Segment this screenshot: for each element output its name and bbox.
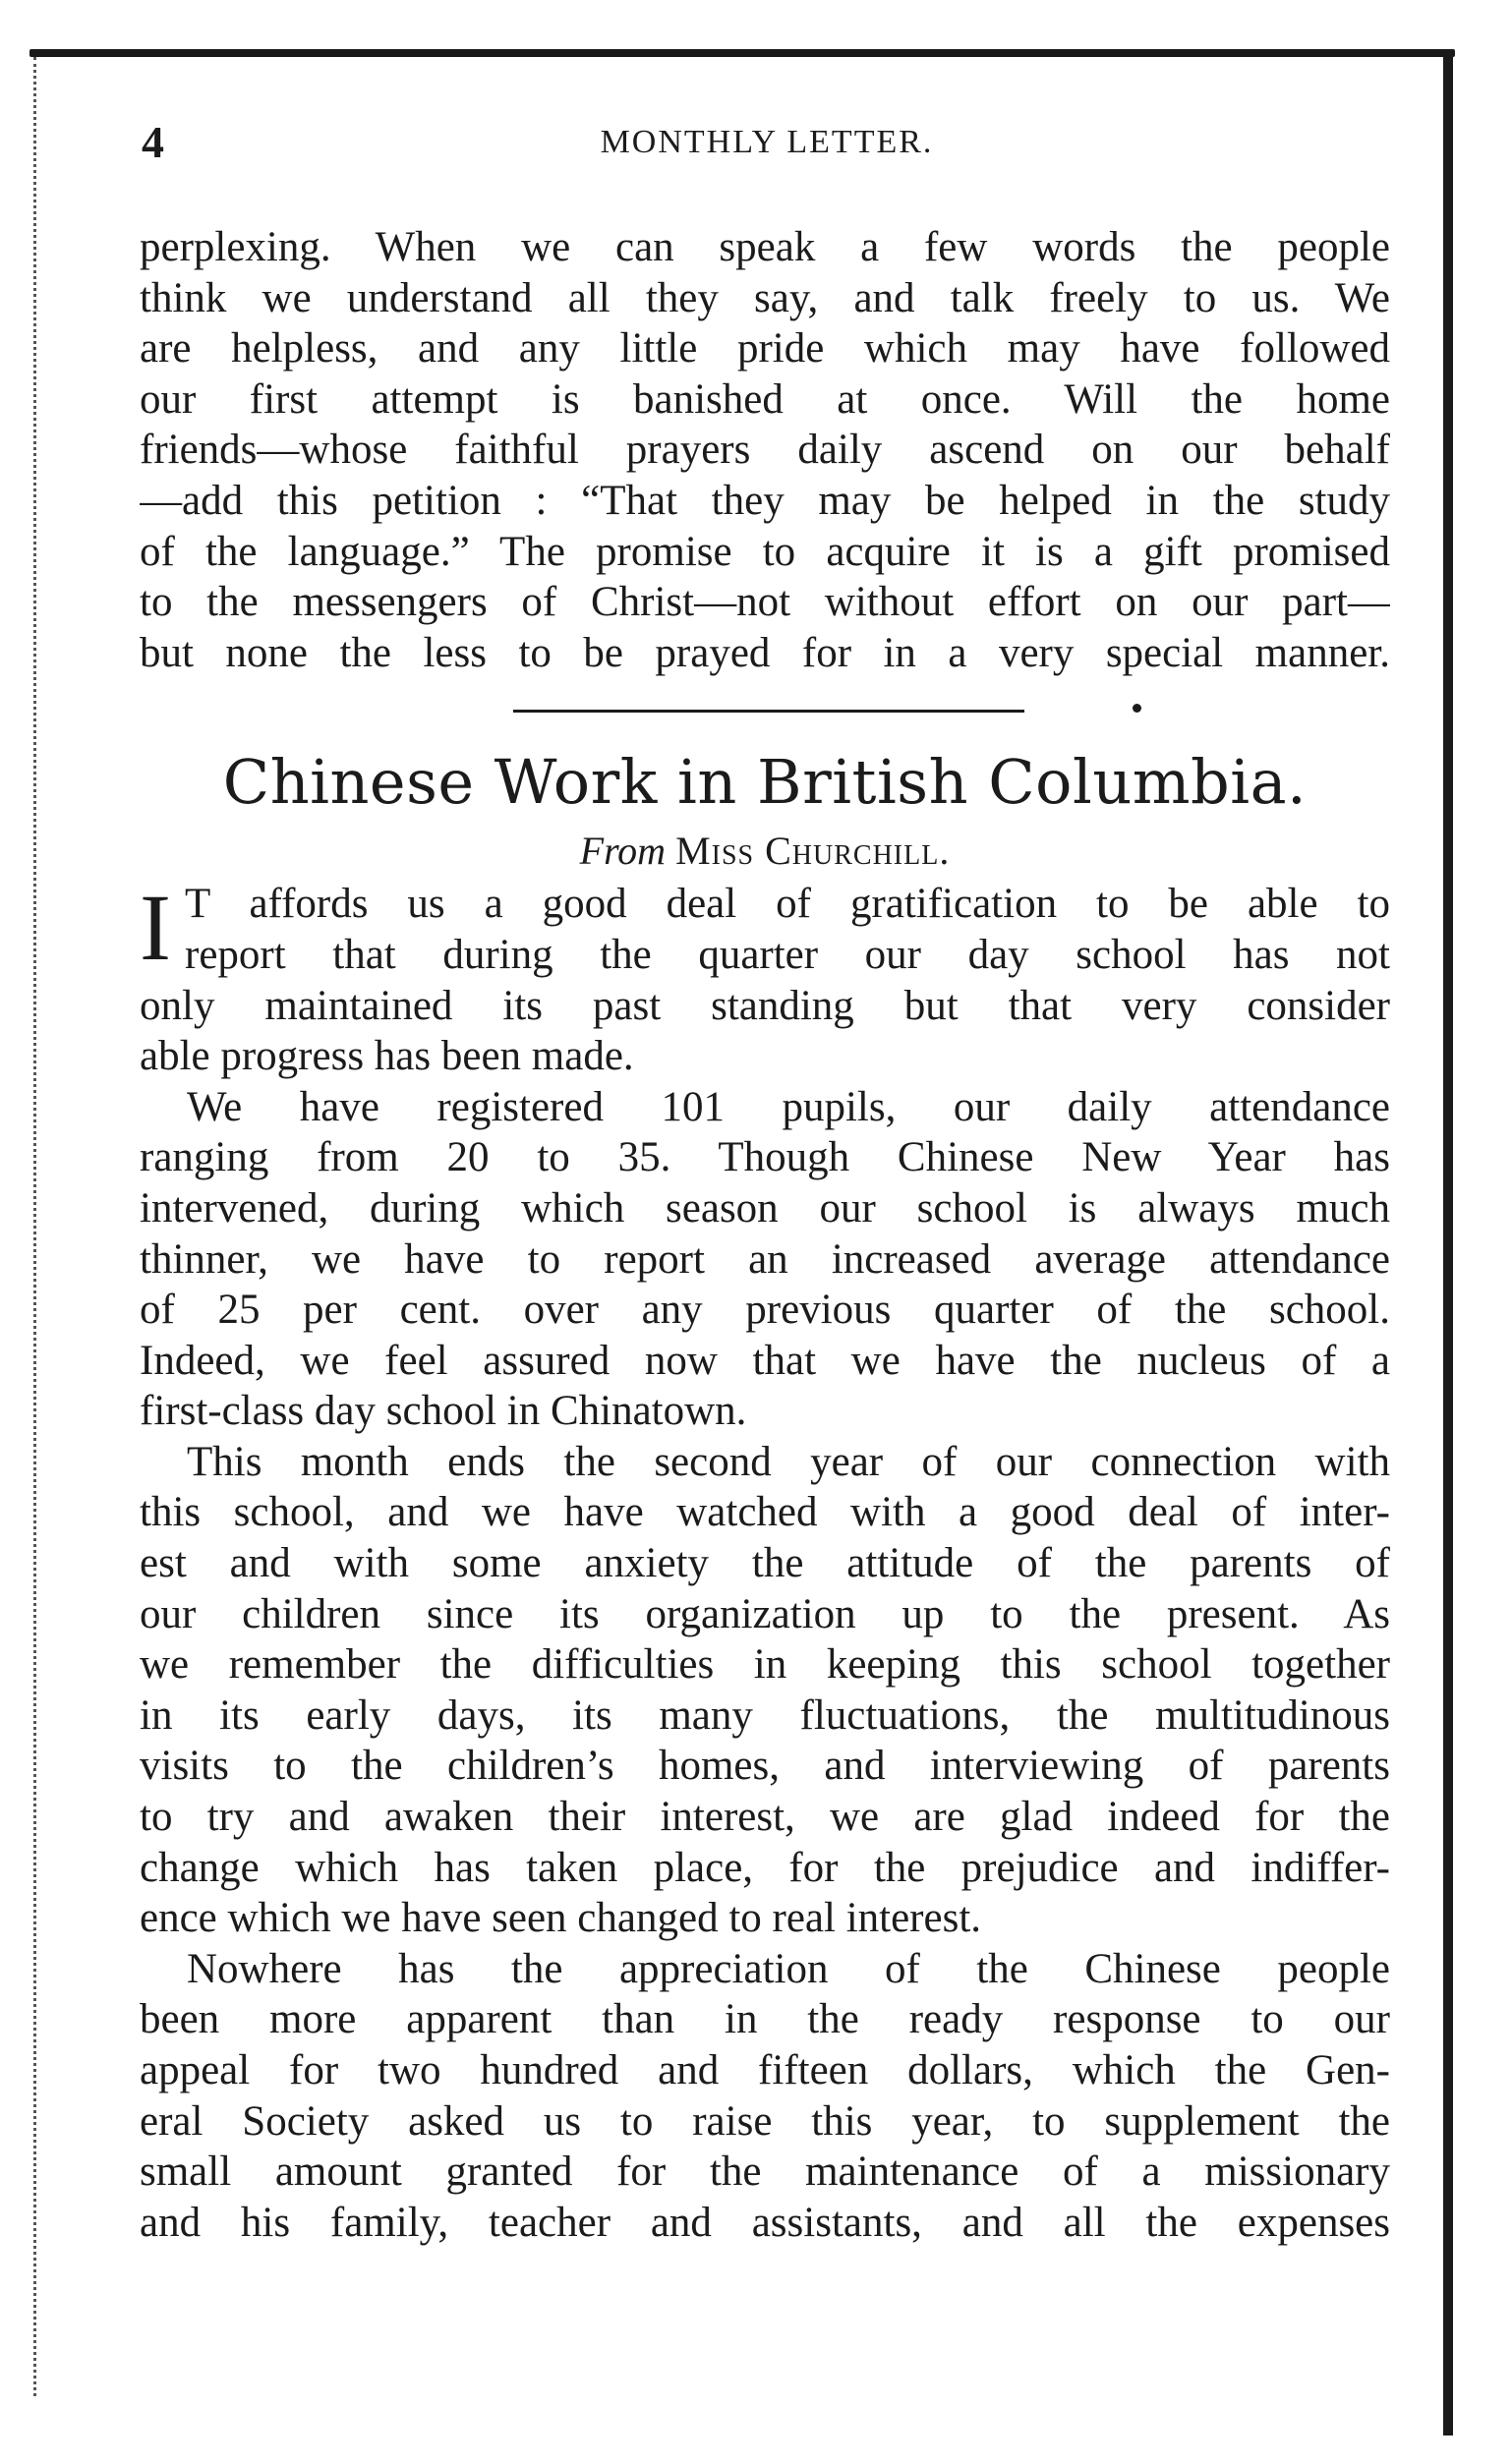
text-line: visits to the children’s homes, and interviewing of parents bbox=[140, 1743, 1390, 1790]
text-line: thinner, we have to report an increased average attendance bbox=[140, 1235, 1390, 1283]
text-line: in its early days, its many fluctuations, the multitudinous bbox=[140, 1691, 1390, 1739]
text-line: are helpless, and any little pride which may have followed bbox=[140, 325, 1390, 372]
text-line: this school, and we have watched with a good deal of inter- bbox=[140, 1489, 1390, 1536]
drop-cap: I bbox=[140, 875, 171, 981]
left-border-rule bbox=[33, 57, 36, 2396]
text-line: first-class day school in Chinatown. bbox=[140, 1388, 747, 1435]
text-line: of 25 per cent. over any previous quarter of the school. bbox=[140, 1287, 1390, 1334]
text-column bbox=[140, 222, 1390, 2248]
text-line: Nowhere has the appreciation of the Chinese people bbox=[187, 1945, 1390, 1992]
text-line: T affords us a good deal of gratification to be able to bbox=[185, 881, 1390, 928]
article-byline bbox=[140, 824, 1390, 879]
text-line: We have registered 101 pupils, our daily attendance bbox=[187, 1083, 1390, 1130]
text-line: able progress has been made. bbox=[140, 1033, 634, 1080]
paragraph-4 bbox=[140, 1944, 1390, 2249]
paragraph-3 bbox=[140, 1437, 1390, 1944]
text-line: we remember the difficulties in keeping this school together bbox=[140, 1641, 1390, 1689]
paragraph-1 bbox=[140, 875, 1390, 1081]
text-line: ranging from 20 to 35. Though Chinese New Year has bbox=[140, 1134, 1390, 1181]
text-line: small amount granted for the maintenance of a missionary bbox=[140, 2149, 1390, 2196]
text-line: perplexing. When we can speak a few words the people bbox=[140, 224, 1390, 270]
text-line: and his family, teacher and assistants, and all the expenses bbox=[140, 2199, 1390, 2246]
text-line: friends—whose faithful prayers daily ascend on our behalf bbox=[140, 427, 1390, 474]
section-divider bbox=[140, 678, 1390, 741]
text-line: only maintained its past standing but that very consider bbox=[140, 982, 1390, 1029]
text-line: our children since its organization up to the present. As bbox=[140, 1590, 1390, 1637]
page-header bbox=[138, 116, 1396, 175]
text-line: eral Society asked us to raise this year, to supplement the bbox=[140, 2097, 1390, 2145]
text-line: been more apparent than in the ready response to our bbox=[140, 1996, 1390, 2043]
text-line: of the language.” The promise to acquire it is a gift promised bbox=[140, 528, 1390, 575]
byline-author: Miss Churchill. bbox=[675, 829, 951, 874]
top-border-rule bbox=[29, 49, 1455, 57]
running-head: MONTHLY LETTER. bbox=[600, 124, 934, 160]
text-line: This month ends the second year of our connection with bbox=[187, 1438, 1390, 1485]
article-title: Chinese Work in British Columbia. bbox=[222, 746, 1308, 819]
text-line: to try and awaken their interest, we are glad indeed for the bbox=[140, 1794, 1390, 1841]
divider-dot bbox=[1133, 704, 1141, 713]
text-line: intervened, during which season our school is always much bbox=[140, 1184, 1390, 1232]
text-line: our first attempt is banished at once. Will the home bbox=[140, 375, 1390, 423]
text-line: Indeed, we feel assured now that we have the nucleus of a bbox=[140, 1337, 1390, 1384]
intro-paragraph bbox=[140, 222, 1390, 678]
text-line: to the messengers of Christ—not without effort on our part— bbox=[140, 579, 1390, 626]
text-line: report that during the quarter our day school has not bbox=[185, 931, 1390, 978]
text-line: but none the less to be prayed for in a very special manner. bbox=[140, 629, 1390, 676]
text-line: appeal for two hundred and fifteen dollars, which the Gen- bbox=[140, 2047, 1390, 2093]
page-number: 4 bbox=[142, 117, 164, 167]
paragraph-2 bbox=[140, 1082, 1390, 1437]
divider-rule bbox=[513, 710, 1024, 713]
text-line: think we understand all they say, and talk freely to us. We bbox=[140, 274, 1390, 321]
text-line: —add this petition : “That they may be helped in the study bbox=[140, 477, 1390, 524]
text-line: change which has taken place, for the prejudice and indiffer- bbox=[140, 1844, 1390, 1891]
right-border-rule bbox=[1443, 57, 1453, 2435]
byline-from: From bbox=[579, 829, 667, 874]
text-line: ence which we have seen changed to real interest. bbox=[140, 1895, 982, 1942]
text-line: est and with some anxiety the attitude of the parents of bbox=[140, 1540, 1390, 1587]
